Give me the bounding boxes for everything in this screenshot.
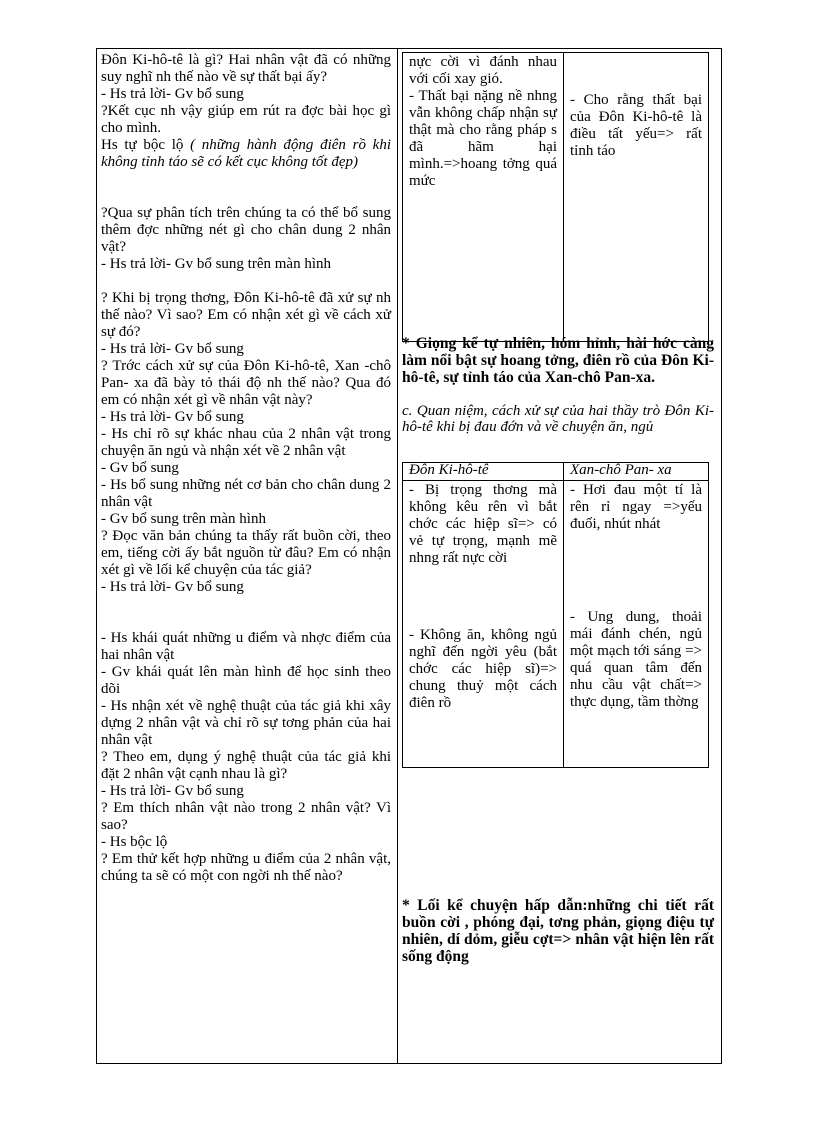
column-divider	[397, 48, 398, 1064]
comparison-table-vdivider	[563, 462, 564, 768]
spacer	[101, 596, 391, 613]
left-paragraph: - Hs trả lời- Gv bổ sung	[101, 86, 244, 102]
spacer	[101, 188, 391, 205]
cell-text: - Thất bại nặng nề nhng vẫn không chấp nhận sự thật mà cho rằng pháp s đã hãm hại mình.=>hoang tởng quá mức	[409, 88, 557, 189]
cell-r2c1	[409, 627, 557, 712]
left-paragraph: - Gv bổ sung	[101, 460, 179, 476]
left-paragraph: ?Kết cục nh vậy giúp em rút ra đợc bài học gì cho mình.	[101, 103, 391, 136]
top-table-divider	[563, 52, 564, 342]
top-table-cell-1	[409, 54, 557, 190]
left-paragraph: - Hs trả lời- Gv bổ sung	[101, 783, 244, 799]
left-paragraph: ? Em thử kết hợp những u điểm của 2 nhân vật, chúng ta sẽ có một con ngời nh thế nào?	[101, 851, 391, 884]
left-paragraph: ? Đọc văn bản chúng ta thấy rất buồn cời, theo em, tiếng cời ấy bắt nguồn từ đâu? Em có nhận xét gì về lối kể chuyện của tác giả?	[101, 528, 391, 578]
left-paragraph: - Hs chỉ rõ sự khác nhau của 2 nhân vật trong chuyện ăn ngủ và nhận xét về 2 nhân vật	[101, 426, 391, 459]
left-column	[101, 52, 391, 885]
header-don-ki-ho-te: Đôn Ki-hô-tê	[409, 462, 489, 478]
left-paragraph: ? Theo em, dụng ý nghệ thuật của tác giả khi đặt 2 nhân vật cạnh nhau là gì?	[101, 749, 391, 782]
left-paragraph: Đôn Ki-hô-tê là gì? Hai nhân vật đã có những suy nghĩ nh thế nào về sự thất bại ấy?	[101, 52, 391, 85]
header-xan-cho-pan-xa: Xan-chô Pan- xa	[570, 462, 672, 478]
cell-text: - Bị trọng thơng mà không kêu rên vì bắt chớc các hiệp sĩ=> có vẻ tự trọng, mạnh mẽ nhng rất nực cời	[409, 482, 557, 566]
spacer	[101, 613, 391, 630]
left-italic-note: ( những hành động điên rồ khi không tỉnh táo sẽ có kết cục không tốt đẹp)	[101, 137, 391, 170]
cell-text: - Cho rằng thất bại của Đôn Ki-hô-tê là điều tất yếu=> rất tỉnh táo	[570, 92, 702, 159]
left-paragraph: - Hs bộc lộ	[101, 834, 168, 850]
section-heading-c: c. Quan niệm, cách xử sự của hai thầy trò Đôn Ki-hô-tê khi bị đau đớn và về chuyện ăn, ngủ	[402, 403, 714, 435]
left-paragraph: ? Khi bị trọng thơng, Đôn Ki-hô-tê đã xử sự nh thế nào? Vì sao? Em có nhận xét gì về cách xử sự đó?	[101, 290, 391, 340]
left-paragraph: - Hs bổ sung những nét cơ bản cho chân dung 2 nhân vật	[101, 477, 391, 510]
cell-text: - Ung dung, thoải mái đánh chén, ngủ một mạch tới sáng => quá quan tâm đến nhu cầu vật chất=> thực dụng, tầm thờng	[570, 609, 702, 710]
left-paragraph: ? Trớc cách xử sự của Đôn Ki-hô-tê, Xan -chô Pan- xa đã bày tỏ thái độ nh thế nào? Qua đó em có nhận xét gì về nhân vật này?	[101, 358, 391, 408]
left-paragraph: - Hs trả lời- Gv bổ sung trên màn hình	[101, 256, 331, 272]
left-paragraph: - Hs trả lời- Gv bổ sung	[101, 341, 244, 357]
left-paragraph: - Gv bổ sung trên màn hình	[101, 511, 266, 527]
left-paragraph: - Hs trả lời- Gv bổ sung	[101, 409, 244, 425]
left-paragraph: - Hs nhận xét về nghệ thuật của tác giả khi xây dựng 2 nhân vật và chỉ rõ sự tơng phản của hai nhân vật	[101, 698, 391, 748]
cell-text: - Hơi đau một tí là rên rỉ ngay =>yếu đuối, nhút nhát	[570, 482, 702, 532]
cell-text: - Không ăn, không ngủ nghĩ đến ngời yêu (bắt chớc các hiệp sĩ)=> chung thuỷ một cách điên rồ	[409, 627, 557, 711]
left-paragraph: - Gv khái quát lên màn hình để học sinh theo dõi	[101, 664, 391, 697]
left-paragraph: ?Qua sự phân tích trên chúng ta có thể bổ sung thêm đợc những nét gì cho chân dung 2 nhân vật?	[101, 205, 391, 255]
cell-r1c2	[570, 482, 702, 533]
top-table-cell-2	[570, 92, 702, 160]
spacer	[101, 273, 391, 290]
left-paragraph: - Hs trả lời- Gv bổ sung	[101, 579, 244, 595]
left-plain-text: Hs tự bộc lộ	[101, 137, 191, 153]
left-paragraph: ? Em thích nhân vật nào trong 2 nhân vật? Vì sao?	[101, 800, 391, 833]
comparison-table-hdivider	[402, 480, 709, 481]
cell-r2c2	[570, 609, 702, 711]
summary-narration: * Giọng kể tự nhiên, hóm hỉnh, hài hớc càng làm nổi bật sự hoang tởng, điên rồ của Đôn Ki-hô-tê, sự tỉnh táo của Xan-chô Pan-xa.	[402, 335, 714, 386]
cell-r1c1	[409, 482, 557, 567]
spacer	[101, 171, 391, 188]
left-paragraph: - Hs khái quát những u điểm và nhợc điểm của hai nhân vật	[101, 630, 391, 663]
cell-text: nực cời vì đánh nhau với cối xay gió.	[409, 54, 557, 87]
summary-storytelling: * Lối kể chuyện hấp dẫn:những chi tiết rất buồn cời , phóng đại, tơng phản, giọng điệu tự nhiên, dí dỏm, giễu cợt=> nhân vật hiện lên rất sống động	[402, 897, 714, 965]
left-paragraph	[101, 137, 391, 171]
